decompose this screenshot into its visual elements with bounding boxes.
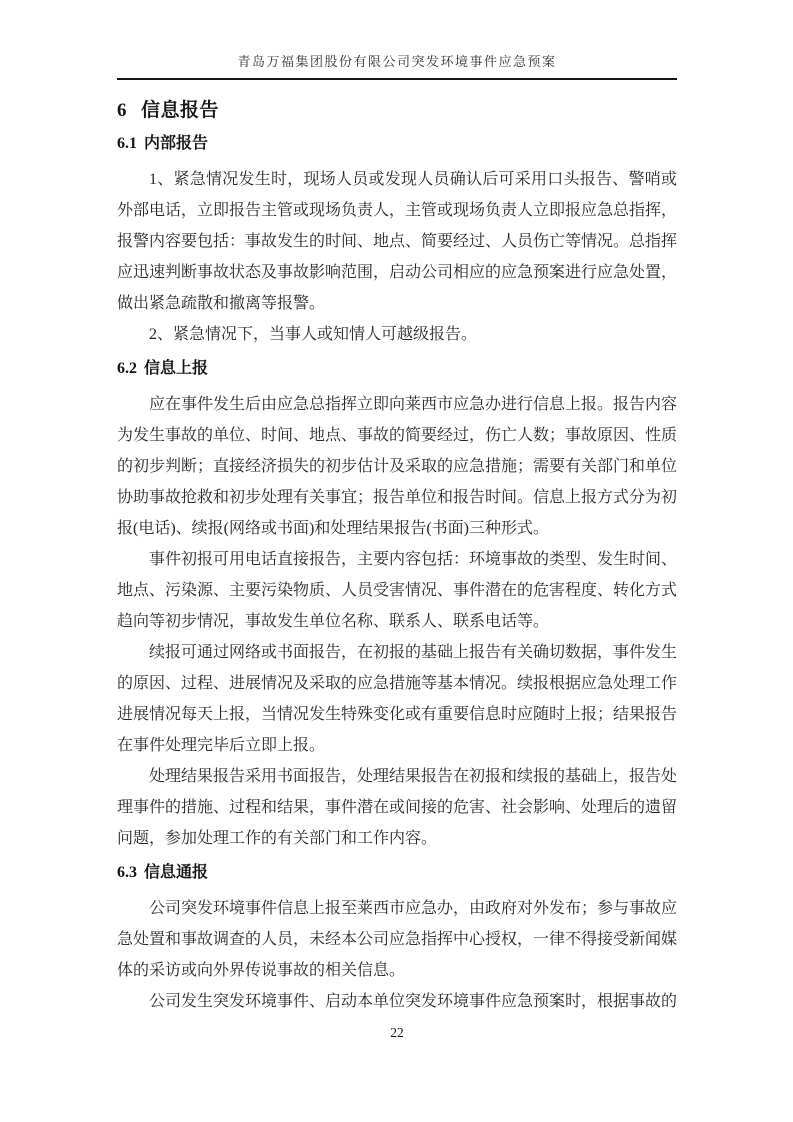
section-heading-6-2 (117, 358, 677, 380)
section-heading-6-1 (117, 133, 677, 155)
paragraph: 1、紧急情况发生时，现场人员或发现人员确认后可采用口头报告、警哨或外部电话，立即报告主管或现场负责人，主管或现场负责人立即报应急总指挥，报警内容要包括：事故发生的时间、地点、简要经过、人员伤亡等情况。总指挥应迅速判断事故状态及事故影响范围，启动公司相应的应急预案进行应急处置，做出紧急疏散和撤离等报警。 (117, 171, 678, 312)
page-number: 22 (390, 1025, 404, 1040)
header-rule (117, 78, 677, 80)
paragraph: 事件初报可用电话直接报告，主要内容包括：环境事故的类型、发生时间、地点、污染源、主要污染物质、人员受害情况、事件潜在的危害程度、转化方式趋向等初步情况，事故发生单位名称、联系人、联系电话等。 (117, 551, 678, 630)
section-number: 6.2 (117, 360, 137, 377)
section-heading-6-3 (117, 862, 677, 884)
paragraph: 应在事件发生后由应急总指挥立即向莱西市应急办进行信息上报。报告内容为发生事故的单位、时间、地点、事故的简要经过，伤亡人数；事故原因、性质的初步判断；直接经济损失的初步估计及采取的应急措施；需要有关部门和单位协助事故抢救和初步处理有关事宜；报告单位和报告时间。信息上报方式分为初报(电话)、续报(网络或书面)和处理结果报告(书面)三种形式。 (117, 396, 678, 537)
section-number: 6.3 (117, 864, 137, 881)
paragraph: 公司发生突发环境事件、启动本单位突发环境事件应急预案时，根据事故的 (149, 993, 678, 1010)
chapter-heading (117, 97, 677, 125)
chapter-title: 信息报告 (141, 100, 220, 121)
paragraph: 2、紧急情况下，当事人或知情人可越级报告。 (149, 326, 478, 343)
paragraph: 公司突发环境事件信息上报至莱西市应急办，由政府对外发布；参与事故应急处置和事故调查的人员，未经本公司应急指挥中心授权，一律不得接受新闻媒体的采访或向外界传说事故的相关信息。 (117, 900, 678, 979)
section-title: 信息通报 (144, 864, 209, 881)
page-header-title: 青岛万福集团股份有限公司突发环境事件应急预案 (237, 54, 557, 69)
paragraph: 续报可通过网络或书面报告，在初报的基础上报告有关确切数据，事件发生的原因、过程、进展情况及采取的应急措施等基本情况。续报根据应急处理工作进展情况每天上报，当情况发生特殊变化或有重要信息时应随时上报；结果报告在事件处理完毕后立即上报。 (117, 644, 678, 754)
section-title: 信息上报 (144, 360, 209, 377)
section-number: 6.1 (117, 135, 137, 152)
paragraph: 处理结果报告采用书面报告，处理结果报告在初报和续报的基础上，报告处理事件的措施、过程和结果，事件潜在或间接的危害、社会影响、处理后的遗留问题，参加处理工作的有关部门和工作内容。 (117, 768, 678, 847)
chapter-number: 6 (117, 100, 127, 121)
section-title: 内部报告 (144, 135, 209, 152)
